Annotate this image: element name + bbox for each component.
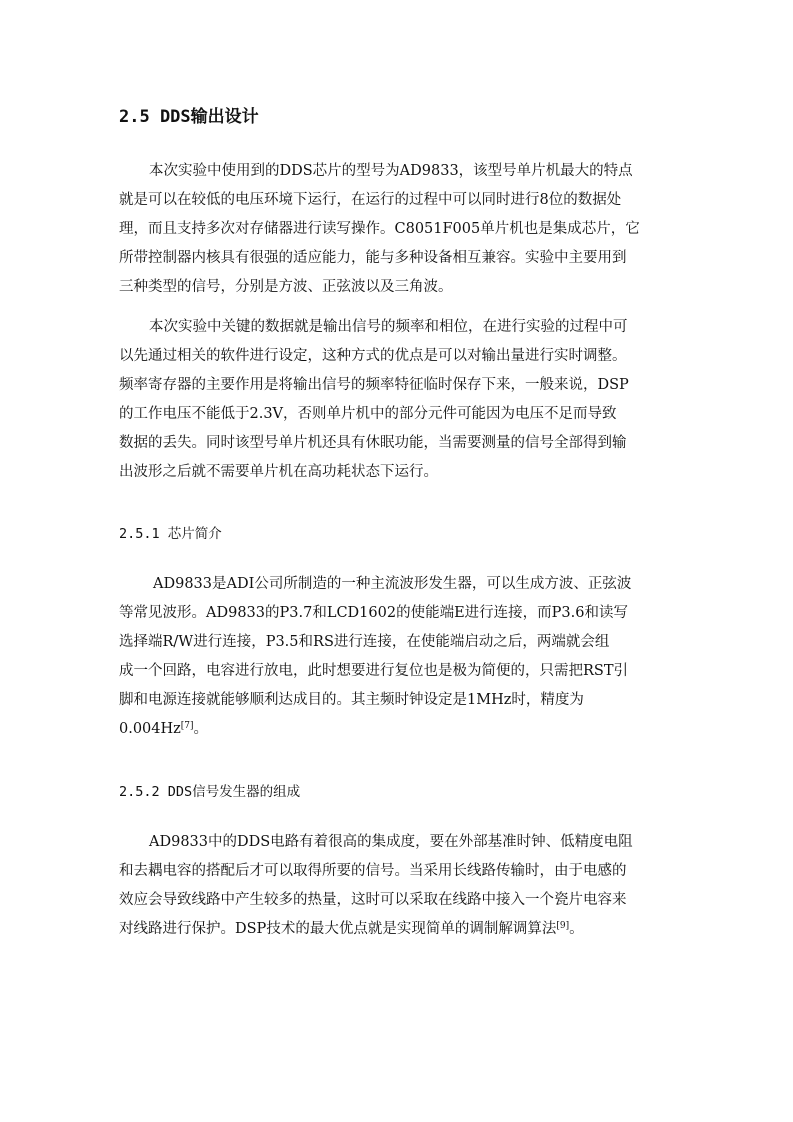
- citation: [7]: [180, 721, 194, 731]
- text-fragment: 。: [193, 721, 209, 737]
- text-line: 数据的丢失。同时该型号单片机还具有休眠功能，当需要测量的信号全部得到输: [119, 435, 627, 451]
- text-line: AD9833中的DDS电路有着很高的集成度，要在外部基准时钟、低精度电阻: [149, 834, 633, 850]
- paragraph-chip-intro: [119, 570, 679, 744]
- paragraph-dds-composition: [119, 828, 679, 944]
- text-line: 以先通过相关的软件进行设定，这种方式的优点是可以对输出量进行实时调整。: [119, 348, 627, 364]
- text-line: 选择端R/W进行连接，P3.5和RS进行连接，在使能端启动之后，两端就会组: [119, 634, 610, 650]
- text-line: 频率寄存器的主要作用是将输出信号的频率特征临时保存下来，一般来说，DSP: [119, 377, 629, 393]
- text-line: 和去耦电容的搭配后才可以取得所要的信号。当采用长线路传输时，由于电感的: [119, 863, 627, 879]
- text-line: [119, 915, 679, 944]
- text-line: 三种类型的信号，分别是方波、正弦波以及三角波。: [119, 279, 453, 295]
- text-line: 所带控制器内核具有很强的适应能力，能与多种设备相互兼容。实验中主要用到: [119, 250, 627, 266]
- text-line: 成一个回路，电容进行放电，此时想要进行复位也是极为简便的，只需把RST引: [119, 663, 629, 679]
- text-line: 效应会导致线路中产生较多的热量，这时可以采取在线路中接入一个瓷片电容来: [119, 892, 627, 908]
- text-fragment: 0.004Hz: [119, 721, 181, 737]
- text-line: 的工作电压不能低于2.3V，否则单片机中的部分元件可能因为电压不足而导致: [119, 406, 617, 422]
- section-heading: 2.5 DDS输出设计: [119, 107, 259, 127]
- text-line: AD9833是ADI公司所制造的一种主流波形发生器，可以生成方波、正弦波: [153, 576, 632, 592]
- text-line: 脚和电源连接就能够顺利达成目的。其主频时钟设定是1MHz时，精度为: [119, 692, 584, 708]
- citation: [9]: [556, 921, 570, 931]
- paragraph-2: [119, 313, 679, 487]
- text-line: 就是可以在较低的电压环境下运行，在运行的过程中可以同时进行8位的数据处: [119, 192, 622, 208]
- subsection-heading-1: 2.5.1 芯片简介: [119, 526, 222, 542]
- paragraph-1: [119, 157, 679, 302]
- text-fragment: 对线路进行保护。DSP技术的最大优点就是实现简单的调制解调算法: [119, 921, 557, 937]
- text-fragment: 。: [569, 921, 584, 937]
- text-line: 本次实验中关键的数据就是输出信号的频率和相位，在进行实验的过程中可: [149, 319, 628, 335]
- text-line: 等常见波形。AD9833的P3.7和LCD1602的使能端E进行连接，而P3.6和读写: [119, 605, 628, 621]
- text-line: 理，而且支持多次对存储器进行读写操作。C8051F005单片机也是集成芯片，它: [119, 221, 640, 237]
- subsection-heading-2: 2.5.2 DDS信号发生器的组成: [119, 784, 301, 800]
- text-line: 出波形之后就不需要单片机在高功耗状态下运行。: [119, 464, 438, 480]
- text-line: [119, 715, 679, 744]
- text-line: 本次实验中使用到的DDS芯片的型号为AD9833，该型号单片机最大的特点: [149, 163, 633, 179]
